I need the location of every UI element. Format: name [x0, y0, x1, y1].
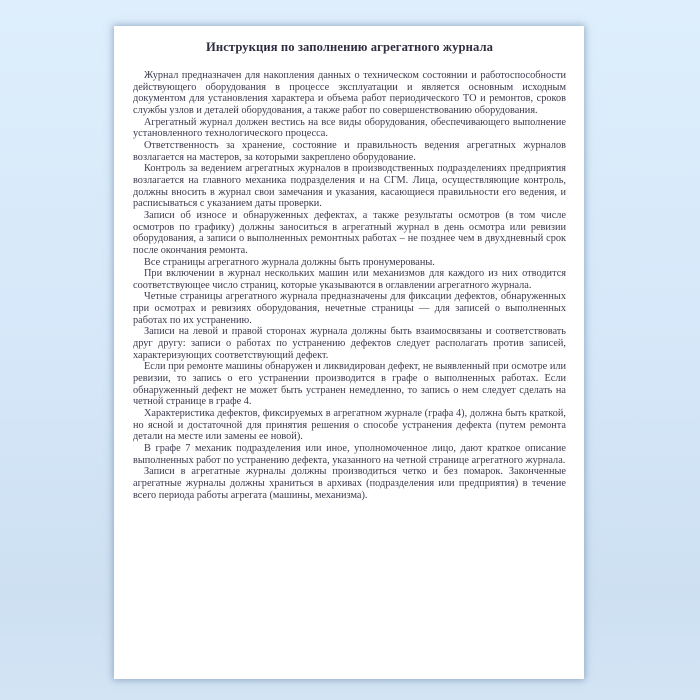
- paragraph: Характеристика дефектов, фиксируемых в агрегатном журнале (графа 4), должна быть краткой, но ясной и достаточной для принятия решения о способе устранения дефекта (путем ремонта детали на месте или замены ее новой).: [133, 408, 566, 443]
- paragraph: При включении в журнал нескольких машин или механизмов для каждого из них отводится соответствующее число страниц, которые указываются в оглавлении агрегатного журнала.: [133, 268, 566, 291]
- paragraph: Записи об износе и обнаруженных дефектах, а также результаты осмотров (в том числе осмотров по графику) должны заноситься в агрегатный журнал в день осмотра или ревизии оборудования, а записи о выполненных ремонтных работах – не позднее чем в двухдневный срок после окончания ремонта.: [133, 209, 566, 256]
- paragraph: Агрегатный журнал должен вестись на все виды оборудования, обеспечивающего выполнение установленного технологического процесса.: [133, 116, 566, 140]
- paragraph: Четные страницы агрегатного журнала предназначены для фиксации дефектов, обнаруженных при осмотрах и ревизиях оборудования, нечетные страницы — для записей о выполненных работах по их устранению.: [133, 291, 566, 326]
- paragraph: Контроль за ведением агрегатных журналов в производственных подразделениях предприятия возлагается на главного механика подразделения и на СГМ. Лица, осуществляющие контроль, должны вносить в журнал свои замечания и указания, касающиеся правильности его ведения, и расписываться с указанием даты проверки.: [133, 163, 566, 210]
- document-page: [114, 26, 584, 679]
- document-title: Инструкция по заполнению агрегатного журнала: [205, 40, 494, 54]
- paragraph: В графе 7 механик подразделения или иное, уполномоченное лицо, дают краткое описание выполненных работ по устранению дефекта, указанного на четной странице агрегатного журнала.: [133, 443, 566, 466]
- paragraph: Записи в агрегатные журналы должны производиться четко и без помарок. Законченные агрегатные журналы должны храниться в архивах (подразделения или предприятия) в течение всего периода работы агрегата (машины, механизма).: [133, 466, 566, 501]
- paragraph: Записи на левой и правой сторонах журнала должны быть взаимосвязаны и соответствовать друг другу: записи о работах по устранению дефектов следует располагать против записей, характеризующих соответствующий дефект.: [133, 326, 566, 361]
- paragraph: Если при ремонте машины обнаружен и ликвидирован дефект, не выявленный при осмотре или ревизии, то запись о его устранении производится в графе о выполненных работах. Если обнаруженный дефект не может быть устранен немедленно, то запись о нем следует сделать на четной странице в графе 4.: [133, 361, 566, 408]
- paragraph: Журнал предназначен для накопления данных о техническом состоянии и работоспособности действующего оборудования в процессе эксплуатации и является основным исходным документом для установления характера и объема работ периодического ТО и ремонтов, сроков службы узлов и деталей оборудования, а также работ по совершенствованию оборудования.: [133, 70, 566, 116]
- paragraph: Ответственность за хранение, состояние и правильность ведения агрегатных журналов возлагается на мастеров, за которыми закреплено оборудование.: [133, 139, 566, 163]
- paragraph: Все страницы агрегатного журнала должны быть пронумерованы.: [144, 256, 435, 268]
